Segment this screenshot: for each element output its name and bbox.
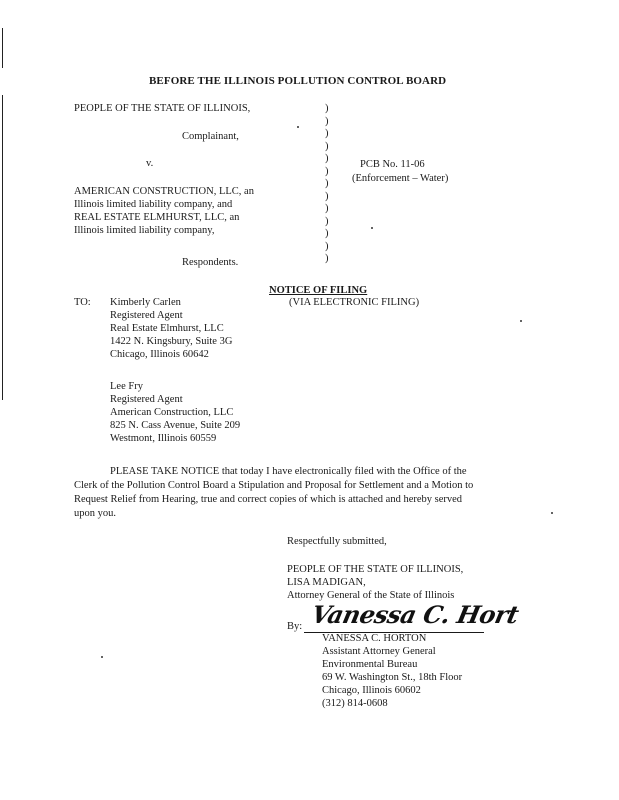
notice-body-line: Clerk of the Pollution Control Board a Stipulation and Proposal for Settlement and a Motion to xyxy=(74,480,474,491)
notice-subtitle: (VIA ELECTRONIC FILING) xyxy=(289,297,420,308)
recipient-line: Registered Agent xyxy=(110,394,183,405)
recipient-line: Registered Agent xyxy=(110,310,183,321)
signer-line: VANESSA C. HORTON xyxy=(322,633,427,644)
paren: ) xyxy=(325,128,329,139)
paren: ) xyxy=(325,190,329,202)
paren: ) xyxy=(325,203,329,214)
notice-body-line: upon you. xyxy=(74,508,116,519)
by-label: By: xyxy=(287,621,303,632)
recipient-line: American Construction, LLC xyxy=(110,407,234,418)
paren: ) xyxy=(325,178,329,189)
case-number: PCB No. 11-06 xyxy=(360,159,425,170)
plaintiff-role: Complainant, xyxy=(182,131,239,142)
paren: ) xyxy=(325,165,329,177)
defendant-line: AMERICAN CONSTRUCTION, LLC, an xyxy=(74,186,254,197)
recipient-line: Westmont, Illinois 60559 xyxy=(110,433,217,444)
scan-speck xyxy=(297,126,299,128)
defendant-role: Respondents. xyxy=(182,257,239,268)
signing-organization xyxy=(287,563,463,602)
defendant-line: REAL ESTATE ELMHURST, LLC, an xyxy=(74,212,240,223)
versus: v. xyxy=(146,158,154,169)
scan-edge-mark xyxy=(2,28,3,68)
org-line: PEOPLE OF THE STATE OF ILLINOIS, xyxy=(287,564,464,575)
recipient-2 xyxy=(110,380,240,445)
recipient-line: 1422 N. Kingsbury, Suite 3G xyxy=(110,336,233,347)
org-line: Attorney General of the State of Illinois xyxy=(287,590,455,601)
recipient-1 xyxy=(110,296,232,361)
signer-line: Environmental Bureau xyxy=(322,659,418,670)
notice-title: NOTICE OF FILING xyxy=(269,285,368,296)
signer-line: Chicago, Illinois 60602 xyxy=(322,685,421,696)
recipient-line: 825 N. Cass Avenue, Suite 209 xyxy=(110,420,241,431)
signer-block xyxy=(322,632,462,710)
handwritten-signature: Vanessa C. Hort xyxy=(309,600,522,629)
caption-parens xyxy=(325,103,329,266)
paren: ) xyxy=(325,228,329,239)
notice-body-line: PLEASE TAKE NOTICE that today I have electronically filed with the Office of the xyxy=(110,466,467,477)
scan-speck xyxy=(101,656,103,658)
plaintiff-name: PEOPLE OF THE STATE OF ILLINOIS, xyxy=(74,103,251,114)
paren: ) xyxy=(325,140,329,152)
signer-line: Assistant Attorney General xyxy=(322,646,436,657)
defendant-line: Illinois limited liability company, xyxy=(74,225,215,236)
paren: ) xyxy=(325,215,329,227)
respectfully-submitted: Respectfully submitted, xyxy=(287,536,387,547)
scan-speck xyxy=(551,512,553,514)
paren: ) xyxy=(325,253,329,264)
to-label: TO: xyxy=(74,297,91,308)
paren: ) xyxy=(325,240,329,252)
paren: ) xyxy=(325,153,329,164)
paren: ) xyxy=(325,103,329,114)
notice-body-line: Request Relief from Hearing, true and correct copies of which is attached and hereby served xyxy=(74,494,463,505)
org-line: LISA MADIGAN, xyxy=(287,577,366,588)
paren: ) xyxy=(325,115,329,127)
defendant-line: Illinois limited liability company, and xyxy=(74,199,233,210)
recipient-line: Real Estate Elmhurst, LLC xyxy=(110,323,224,334)
recipient-line: Chicago, Illinois 60642 xyxy=(110,349,209,360)
document-heading: BEFORE THE ILLINOIS POLLUTION CONTROL BOARD xyxy=(149,75,447,87)
recipient-line: Lee Fry xyxy=(110,381,143,392)
signer-line: 69 W. Washington St., 18th Floor xyxy=(322,672,463,683)
signer-line: (312) 814-0608 xyxy=(322,698,388,709)
case-type: (Enforcement – Water) xyxy=(352,173,449,184)
scan-speck xyxy=(520,320,522,322)
recipient-line: Kimberly Carlen xyxy=(110,297,181,308)
defendants-block xyxy=(74,185,254,237)
scan-edge-mark xyxy=(2,95,3,400)
scan-speck xyxy=(371,227,373,229)
